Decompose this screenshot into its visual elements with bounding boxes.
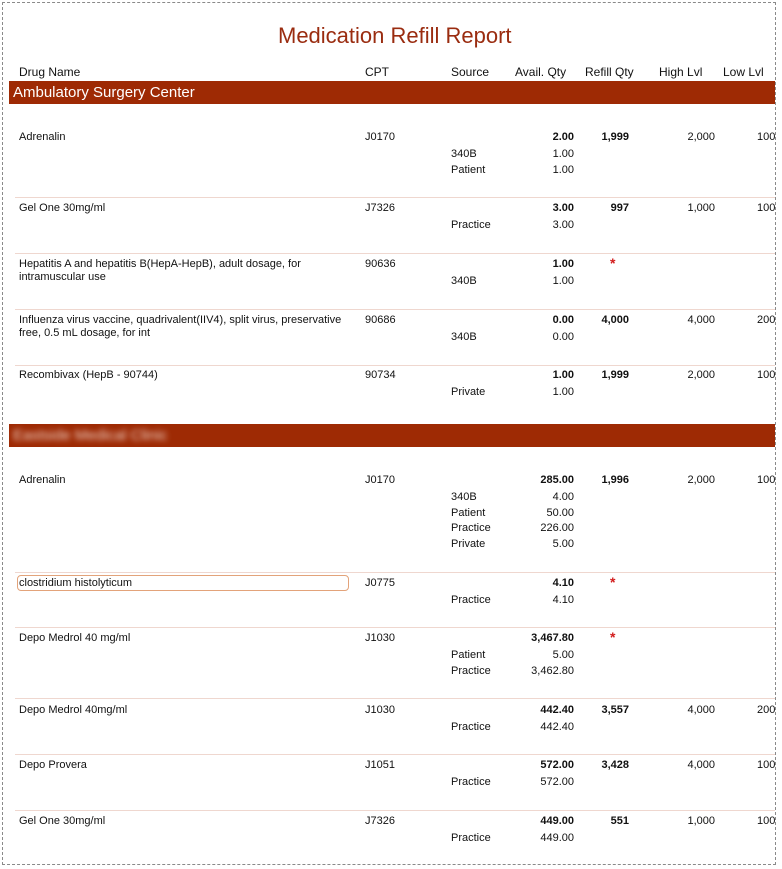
drug-name[interactable]: Influenza virus vaccine, quadrivalent(IIV4), split virus, preservative free, 0.5 mL dosage, for int [19,314,342,339]
col-header-refill[interactable]: Refill Qty [585,65,634,79]
drug-name[interactable]: Hepatitis A and hepatitis B(HepA-HepB), adult dosage, for intramuscular use [19,258,301,283]
refill-qty: 4,000 [601,314,629,326]
refill-qty: 1,996 [601,474,629,486]
high-level: 2,000 [687,369,715,381]
source-qty: 4.10 [552,594,574,606]
source-qty: 572.00 [540,776,574,788]
avail-qty: 449.00 [540,815,574,827]
drug-name[interactable]: Depo Medrol 40 mg/ml [19,632,131,644]
source-name: Private [451,386,486,398]
source-qty: 3,462.80 [531,664,574,677]
cpt-code: J7326 [365,202,395,214]
row-divider [15,197,776,198]
source-name: Patient [451,649,486,661]
low-level: 100 [757,202,776,214]
drug-name[interactable]: Gel One 30mg/ml [19,815,106,827]
low-level: 200 [757,314,776,326]
low-level: 100 [757,815,776,827]
report-title-text: Medication Refill Report [278,23,512,48]
avail-qty: 0.00 [552,314,574,326]
avail-qty: 4.10 [552,577,574,589]
drug-name[interactable]: Depo Medrol 40mg/ml [19,704,128,716]
low-level: 100 [757,474,776,486]
avail-qty: 442.40 [540,704,574,716]
row-divider [15,627,776,628]
cpt-code: J0775 [365,577,395,589]
low-level: 200 [757,704,776,716]
source-qty: 226.00 [540,522,574,534]
source-qty: 1.00 [552,275,574,287]
source-name: Patient [451,163,486,176]
drug-name[interactable]: Depo Provera [19,759,87,771]
avail-qty: 285.00 [540,474,574,486]
col-header-avail[interactable]: Avail. Qty [515,65,567,79]
drug-name[interactable]: Recombivax (HepB - 90744) [19,369,158,381]
group-band [9,424,776,447]
high-level: 4,000 [687,314,715,326]
high-level: 4,000 [687,759,715,771]
avail-qty: 1.00 [552,258,574,270]
source-qty: 3.00 [552,219,574,231]
group-band [9,81,776,104]
refill-qty: 997 [610,202,629,214]
row-divider [15,365,776,366]
source-qty: 1.00 [552,148,574,160]
source-name: Practice [451,219,491,231]
high-level: 1,000 [687,202,715,214]
source-qty: 5.00 [552,649,574,661]
drug-name[interactable]: clostridium histolyticum [19,577,133,589]
row-divider [15,698,776,699]
source-name: Private [451,537,486,550]
refill-qty: 3,557 [601,704,629,716]
high-level: 4,000 [687,704,715,716]
source-name: 340B [451,275,477,287]
refill-flag-icon: * [610,629,616,645]
cpt-code: 90734 [365,369,396,381]
avail-qty: 572.00 [540,759,574,771]
refill-flag-icon: * [610,255,616,271]
low-level: 100 [757,759,776,771]
source-qty: 0.00 [552,331,574,343]
cpt-code: 90686 [365,314,396,326]
report-frame [2,2,776,865]
refill-qty: 1,999 [601,131,629,143]
low-level: 100 [757,369,776,381]
row-divider [15,253,776,254]
source-name: Practice [451,522,491,534]
refill-qty: 551 [610,815,629,827]
source-name: Practice [451,776,491,788]
row-divider [15,810,776,811]
source-qty: 4.00 [552,491,574,503]
col-header-source[interactable]: Source [451,65,490,79]
cpt-code: J1030 [365,632,395,644]
drug-name[interactable]: Gel One 30mg/ml [19,202,106,214]
source-name: Practice [451,832,491,844]
source-name: 340B [451,331,477,343]
cpt-code: J7326 [365,815,395,827]
source-qty: 442.40 [540,721,574,733]
source-qty: 1.00 [552,163,574,176]
selected-cell-outline[interactable] [17,575,349,591]
report-page [3,3,776,865]
source-qty: 50.00 [546,506,574,519]
high-level: 2,000 [687,131,715,143]
col-header-drug[interactable]: Drug Name [19,65,81,79]
cpt-code: J1051 [365,759,395,771]
cpt-code: J1030 [365,704,395,716]
refill-qty: 3,428 [601,759,629,771]
refill-flag-icon: * [610,574,616,590]
low-level: 100 [757,131,776,143]
avail-qty: 3.00 [552,202,574,214]
col-header-cpt[interactable]: CPT [365,65,389,79]
high-level: 2,000 [687,474,715,486]
avail-qty: 3,467.80 [531,632,574,644]
drug-name[interactable]: Adrenalin [19,474,66,486]
avail-qty: 1.00 [552,369,574,381]
source-name: Patient [451,506,486,519]
source-qty: 5.00 [552,537,574,550]
row-divider [15,572,776,573]
refill-qty: 1,999 [601,369,629,381]
source-qty: 449.00 [540,832,574,844]
cpt-code: J0170 [365,131,395,143]
source-name: 340B [451,491,477,503]
source-name: Practice [451,721,491,733]
group-name: Ambulatory Surgery Center [13,84,195,101]
row-divider [15,754,776,755]
col-header-low[interactable]: Low Lvl [723,65,764,79]
row-divider [15,309,776,310]
cpt-code: J0170 [365,474,395,486]
source-name: Practice [451,664,491,677]
cpt-code: 90636 [365,258,396,270]
source-name: Practice [451,594,491,606]
drug-name[interactable]: Adrenalin [19,131,66,143]
high-level: 1,000 [687,815,715,827]
avail-qty: 2.00 [552,131,574,143]
group-name: Eastside Medical Clinic [13,427,168,444]
col-header-high[interactable]: High Lvl [659,65,703,79]
source-name: 340B [451,148,477,160]
source-qty: 1.00 [552,386,574,398]
